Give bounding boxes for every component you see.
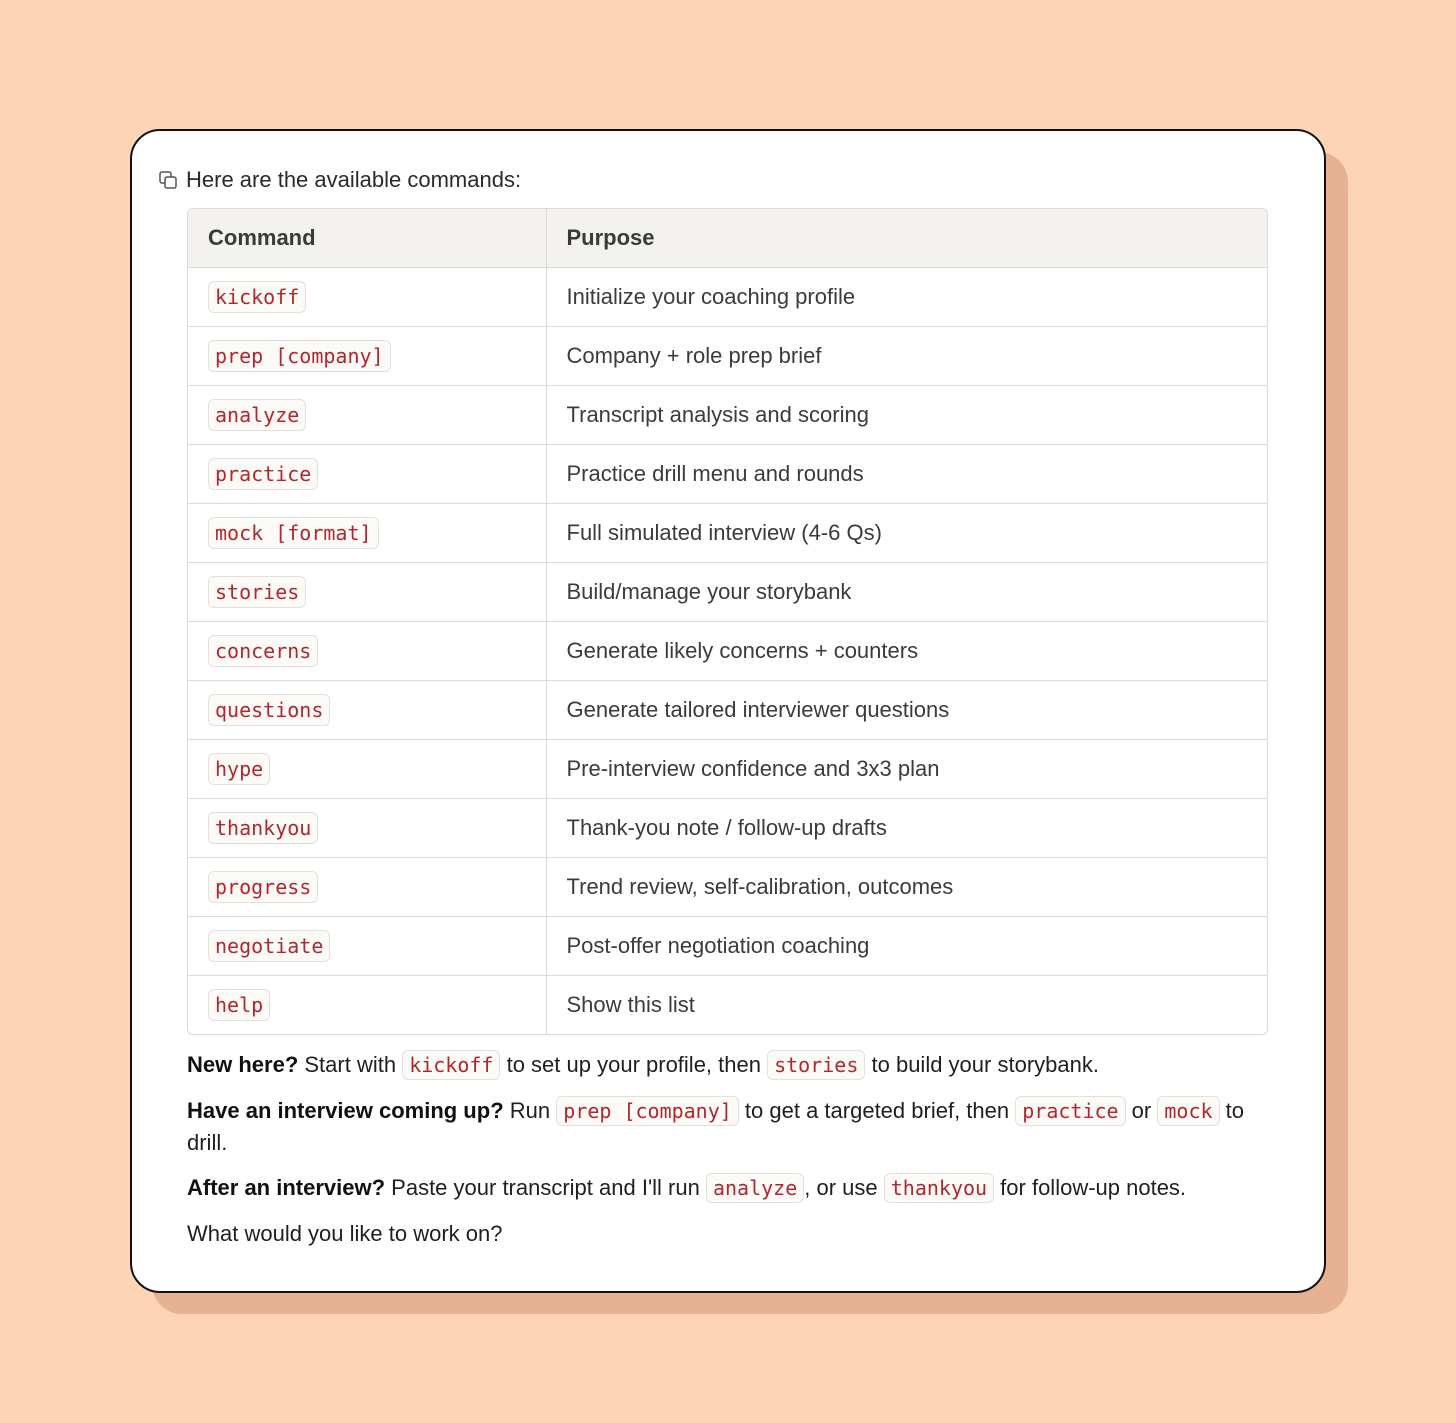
intro-text: Here are the available commands: xyxy=(186,167,522,192)
command-cell xyxy=(188,976,546,1035)
purpose-cell: Generate tailored interviewer questions xyxy=(546,681,1267,740)
note-text: , or use xyxy=(804,1175,884,1200)
note-text: to build your storybank. xyxy=(865,1052,1099,1077)
command-code: concerns xyxy=(208,635,318,667)
intro-line xyxy=(158,167,521,193)
closing-question: What would you like to work on? xyxy=(187,1221,503,1246)
purpose-cell: Build/manage your storybank xyxy=(546,563,1267,622)
purpose-cell: Transcript analysis and scoring xyxy=(546,386,1267,445)
command-cell xyxy=(188,563,546,622)
inline-code: kickoff xyxy=(402,1050,500,1080)
purpose-cell: Generate likely concerns + counters xyxy=(546,622,1267,681)
note-text: or xyxy=(1125,1098,1158,1123)
header-purpose: Purpose xyxy=(546,209,1267,268)
note-text: to set up your profile, then xyxy=(500,1052,768,1077)
command-code: analyze xyxy=(208,399,306,431)
command-cell xyxy=(188,504,546,563)
purpose-cell: Show this list xyxy=(546,976,1267,1035)
table-row xyxy=(188,386,1267,445)
note-text: Start with xyxy=(298,1052,403,1077)
inline-code: stories xyxy=(767,1050,865,1080)
purpose-cell: Company + role prep brief xyxy=(546,327,1267,386)
table-row xyxy=(188,504,1267,563)
command-cell xyxy=(188,386,546,445)
note-heading: After an interview? xyxy=(187,1175,386,1200)
command-cell xyxy=(188,799,546,858)
command-cell xyxy=(188,327,546,386)
note-heading: Have an interview coming up? xyxy=(187,1098,504,1123)
table-row xyxy=(188,681,1267,740)
table-row xyxy=(188,327,1267,386)
inline-code: analyze xyxy=(706,1173,804,1203)
command-cell xyxy=(188,740,546,799)
table-row xyxy=(188,917,1267,976)
table-row xyxy=(188,799,1267,858)
purpose-cell: Pre-interview confidence and 3x3 plan xyxy=(546,740,1267,799)
command-cell xyxy=(188,268,546,327)
command-code: thankyou xyxy=(208,812,318,844)
purpose-cell: Post-offer negotiation coaching xyxy=(546,917,1267,976)
purpose-cell: Full simulated interview (4-6 Qs) xyxy=(546,504,1267,563)
inline-code: practice xyxy=(1015,1096,1125,1126)
command-code: prep [company] xyxy=(208,340,391,372)
note-text: to get a targeted brief, then xyxy=(738,1098,1016,1123)
command-code: kickoff xyxy=(208,281,306,313)
inline-code: thankyou xyxy=(884,1173,994,1203)
purpose-cell: Practice drill menu and rounds xyxy=(546,445,1267,504)
table-row xyxy=(188,563,1267,622)
purpose-cell: Thank-you note / follow-up drafts xyxy=(546,799,1267,858)
note-text: for follow-up notes. xyxy=(994,1175,1187,1200)
table-row xyxy=(188,740,1267,799)
header-command: Command xyxy=(188,209,546,268)
inline-code: prep [company] xyxy=(556,1096,739,1126)
command-code: negotiate xyxy=(208,930,330,962)
note-new-here xyxy=(187,1049,1277,1081)
command-code: help xyxy=(208,989,270,1021)
command-cell xyxy=(188,681,546,740)
command-code: questions xyxy=(208,694,330,726)
note-text: Run xyxy=(503,1098,557,1123)
table-row xyxy=(188,268,1267,327)
copy-icon[interactable] xyxy=(158,170,178,190)
note-after-interview xyxy=(187,1172,1277,1204)
command-code: progress xyxy=(208,871,318,903)
note-text: to drill. xyxy=(187,1098,1244,1155)
table-row xyxy=(188,976,1267,1035)
command-code: stories xyxy=(208,576,306,608)
commands-table xyxy=(187,208,1268,1035)
notes-section xyxy=(187,1049,1277,1263)
note-heading: New here? xyxy=(187,1052,299,1077)
table-header-row xyxy=(188,209,1267,268)
table-row xyxy=(188,858,1267,917)
command-cell xyxy=(188,445,546,504)
purpose-cell: Trend review, self-calibration, outcomes xyxy=(546,858,1267,917)
command-code: mock [format] xyxy=(208,517,379,549)
note-text: Paste your transcript and I'll run xyxy=(385,1175,706,1200)
table-row xyxy=(188,622,1267,681)
table-row xyxy=(188,445,1267,504)
command-code: practice xyxy=(208,458,318,490)
note-interview-coming xyxy=(187,1095,1277,1158)
command-cell xyxy=(188,917,546,976)
message-card xyxy=(130,129,1326,1293)
purpose-cell: Initialize your coaching profile xyxy=(566,284,856,309)
command-code: hype xyxy=(208,753,270,785)
inline-code: mock xyxy=(1157,1096,1219,1126)
command-cell xyxy=(188,858,546,917)
command-cell xyxy=(188,622,546,681)
